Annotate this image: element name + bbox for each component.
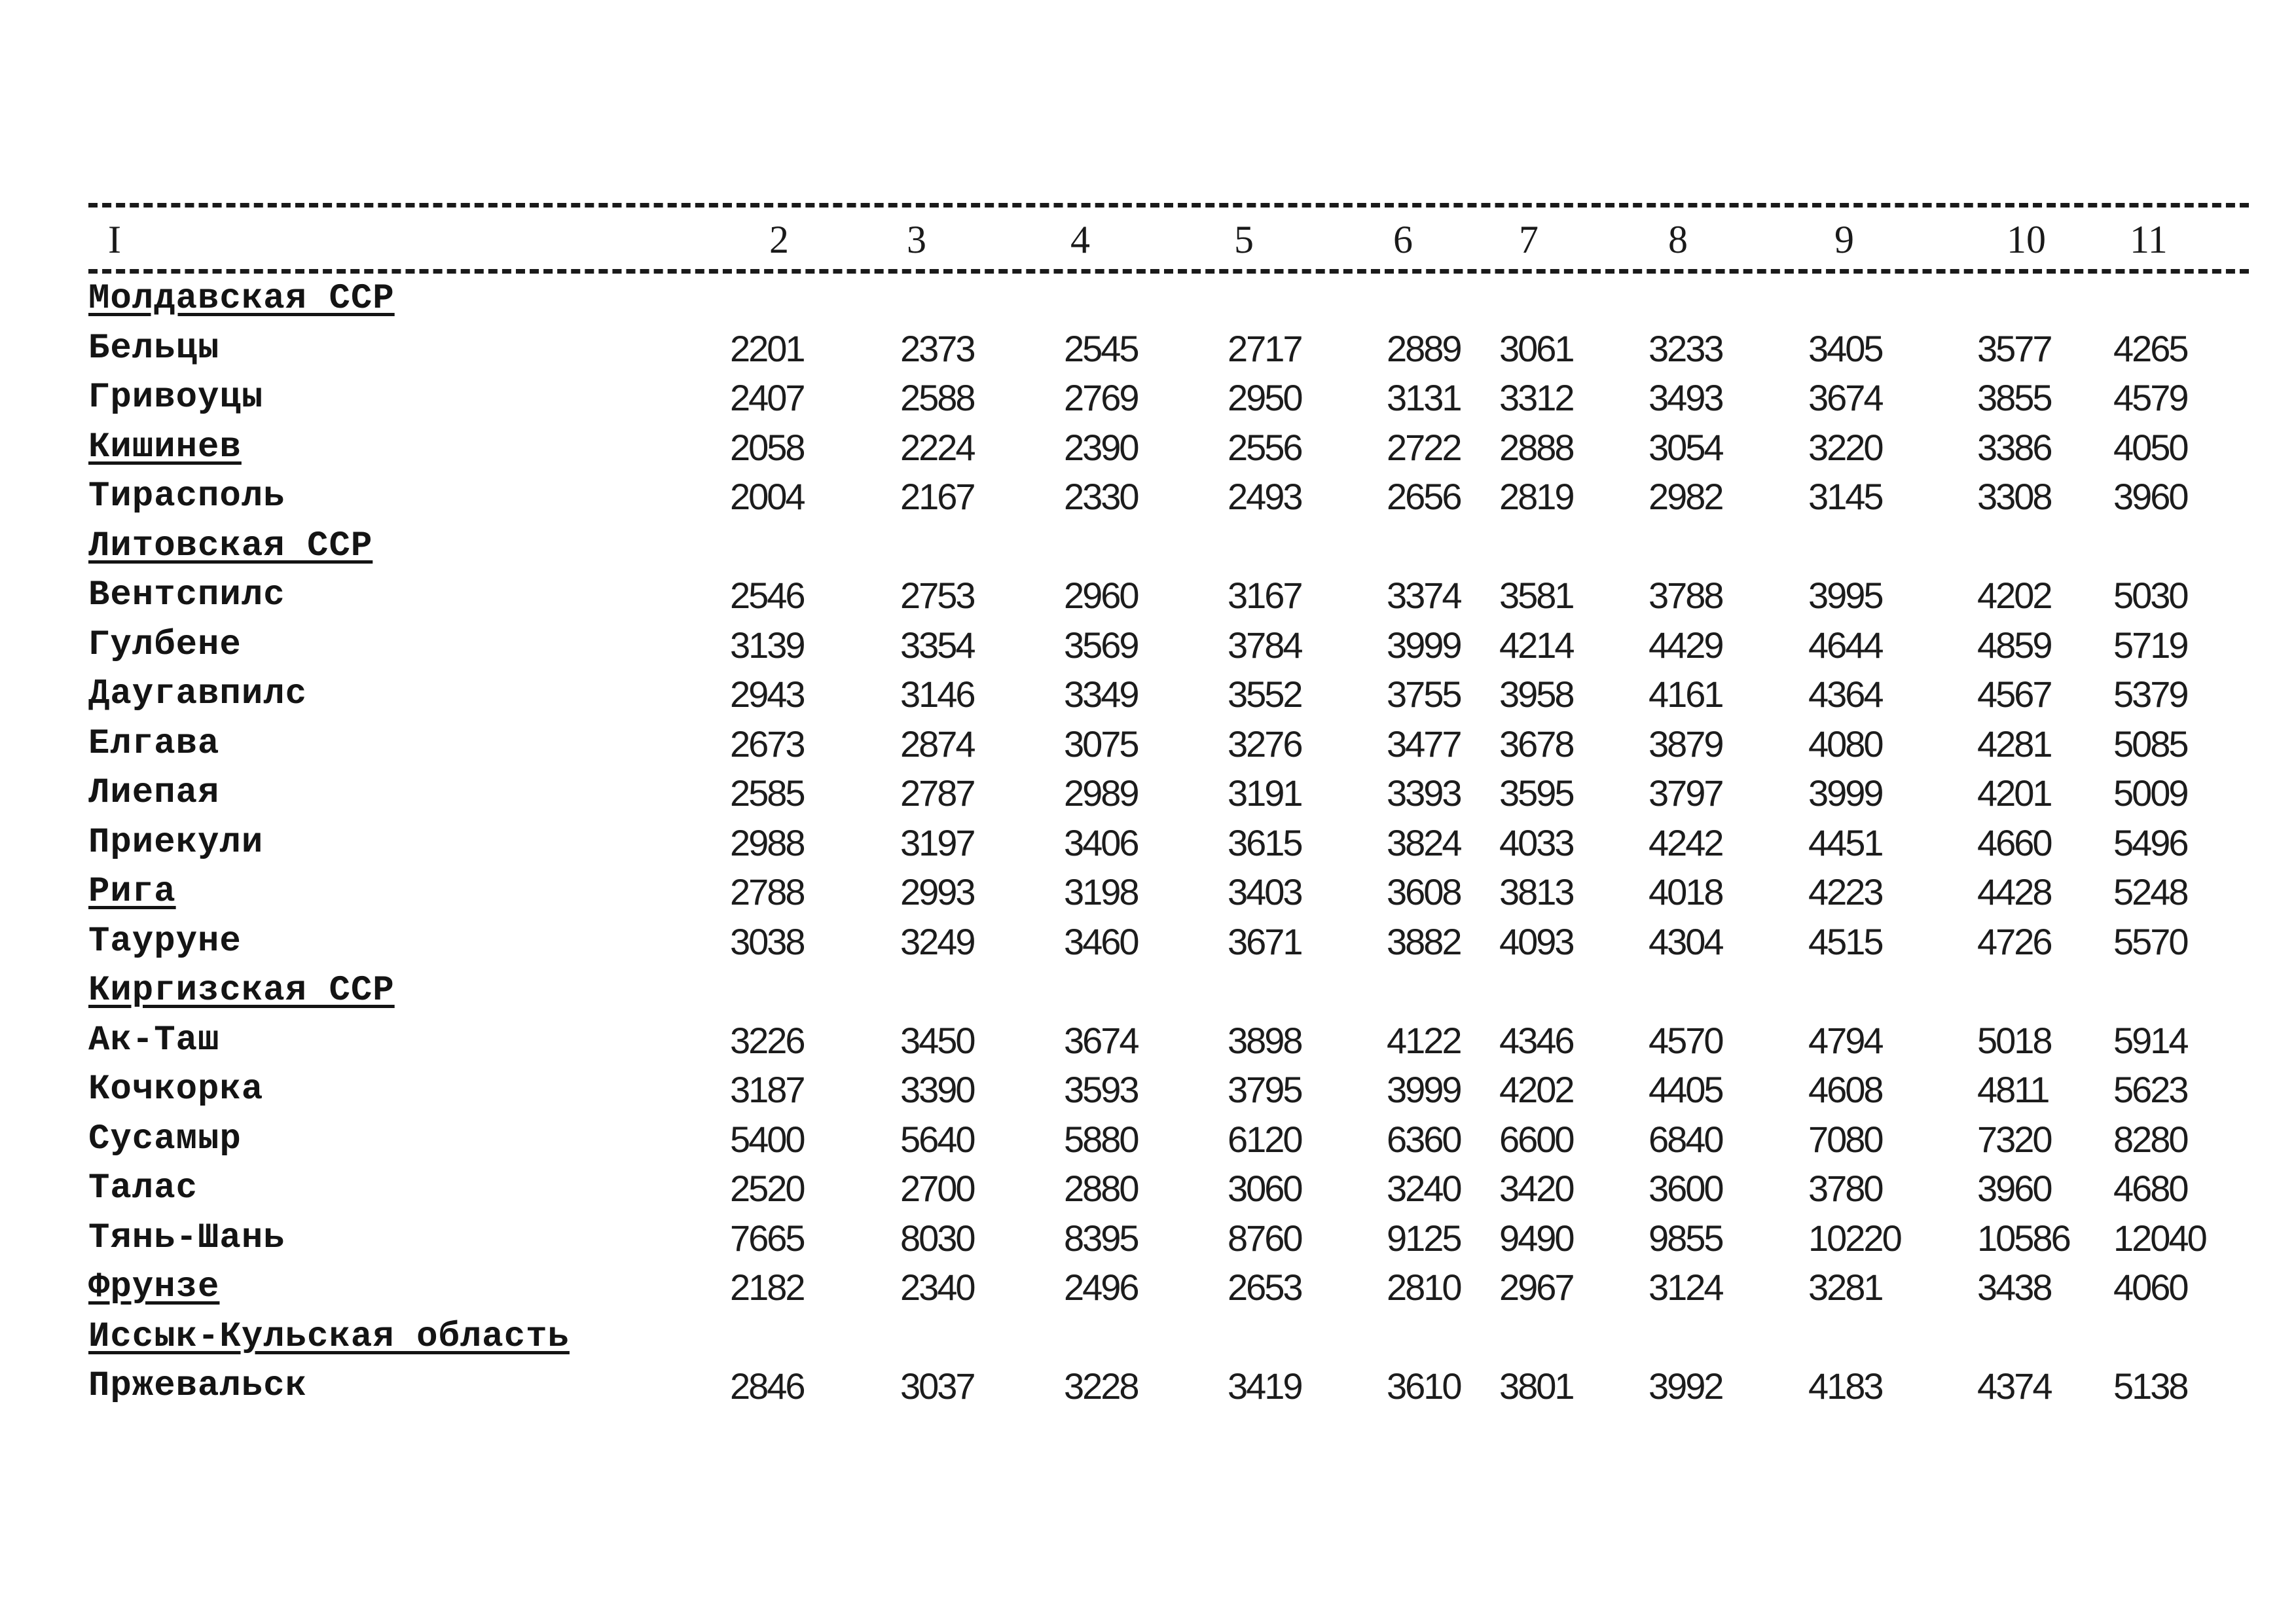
station-name: Вентспилс [88,575,285,616]
column-header-10: 10 [2007,217,2046,261]
table-row [88,818,2249,868]
value-cell: 3797 [1649,772,1722,814]
value-cell: 4265 [2113,327,2187,369]
value-cell: 3276 [1228,723,1302,765]
value-cell: 3233 [1649,327,1722,369]
value-cell: 3882 [1387,920,1461,962]
value-cell: 8030 [900,1217,974,1259]
value-cell: 2167 [900,476,974,518]
station-name: Гривоуцы [88,378,264,418]
station-name: Кишинев [88,427,242,467]
value-cell: 2058 [730,426,804,468]
station-name: Ак-Таш [88,1020,220,1060]
value-cell: 3145 [1808,476,1882,518]
value-cell: 3784 [1228,624,1302,666]
value-cell: 3460 [1064,920,1138,962]
value-cell: 2407 [730,377,804,419]
value-cell: 3477 [1387,723,1461,765]
value-cell: 2874 [900,723,974,765]
value-cell: 7080 [1808,1118,1882,1160]
value-cell: 5880 [1064,1118,1138,1160]
header-rule [88,269,2249,274]
station-name: Тянь-Шань [88,1218,285,1258]
value-cell: 3671 [1228,920,1302,962]
value-cell: 9855 [1649,1217,1722,1259]
value-cell: 8760 [1228,1217,1302,1259]
value-cell: 3581 [1499,575,1573,617]
value-cell: 3960 [1977,1168,2051,1210]
value-cell: 3569 [1064,624,1138,666]
value-cell: 5640 [900,1118,974,1160]
value-cell: 4570 [1649,1019,1722,1061]
table-row [88,423,2249,473]
value-cell: 3403 [1228,871,1302,913]
value-cell: 5570 [2113,920,2187,962]
value-cell: 3281 [1808,1267,1882,1308]
value-cell: 2717 [1228,327,1302,369]
value-cell: 2989 [1064,772,1138,814]
value-cell: 6120 [1228,1118,1302,1160]
value-cell: 3419 [1228,1365,1302,1407]
value-cell: 4515 [1808,920,1882,962]
value-cell: 3755 [1387,674,1461,715]
value-cell: 3312 [1499,377,1573,419]
value-cell: 3308 [1977,476,2051,518]
value-cell: 2673 [730,723,804,765]
value-cell: 2585 [730,772,804,814]
station-name: Тауруне [88,921,242,962]
value-cell: 3995 [1808,575,1882,617]
value-cell: 3197 [900,821,974,863]
value-cell: 12040 [2113,1217,2206,1259]
value-cell: 4374 [1977,1365,2051,1407]
value-cell: 4214 [1499,624,1573,666]
table-row [88,472,2249,522]
table-row [88,670,2249,719]
header-rule-cell [88,268,2249,274]
value-cell: 5030 [2113,575,2187,617]
value-cell: 3992 [1649,1365,1722,1407]
value-cell: 3493 [1649,377,1722,419]
value-cell: 3999 [1808,772,1882,814]
value-cell: 4364 [1808,674,1882,715]
table-row [88,373,2249,423]
value-cell: 4794 [1808,1019,1882,1061]
value-cell: 3674 [1064,1019,1138,1061]
value-cell: 4680 [2113,1168,2187,1210]
value-cell: 3060 [1228,1168,1302,1210]
value-cell: 3780 [1808,1168,1882,1210]
value-cell: 5719 [2113,624,2187,666]
value-cell: 4608 [1808,1069,1882,1111]
value-cell: 3061 [1499,327,1573,369]
value-cell: 4223 [1808,871,1882,913]
value-cell: 6360 [1387,1118,1461,1160]
value-cell: 4644 [1808,624,1882,666]
value-cell: 4202 [1977,575,2051,617]
value-cell: 2880 [1064,1168,1138,1210]
value-cell: 3226 [730,1019,804,1061]
value-cell: 5009 [2113,772,2187,814]
value-cell: 4161 [1649,674,1722,715]
value-cell: 2496 [1064,1267,1138,1308]
value-cell: 5496 [2113,821,2187,863]
group-title: Иссык-Кульская область [88,1316,570,1357]
value-cell: 3167 [1228,575,1302,617]
table-row [88,768,2249,818]
value-cell: 5248 [2113,871,2187,913]
value-cell: 2982 [1649,476,1722,518]
value-cell: 2556 [1228,426,1302,468]
column-header-5: 5 [1234,217,1254,261]
table-row [88,324,2249,374]
value-cell: 4579 [2113,377,2187,419]
value-cell: 2722 [1387,426,1461,468]
column-header-6: 6 [1393,217,1413,261]
station-name: Бельцы [88,328,220,369]
value-cell: 4281 [1977,723,2051,765]
table-row [88,1016,2249,1066]
value-cell: 3674 [1808,377,1882,419]
value-cell: 9490 [1499,1217,1573,1259]
value-cell: 4428 [1977,871,2051,913]
value-cell: 2787 [900,772,974,814]
station-name: Сусамыр [88,1119,242,1159]
value-cell: 3450 [900,1019,974,1061]
value-cell: 7320 [1977,1118,2051,1160]
value-cell: 2182 [730,1267,804,1308]
value-cell: 5400 [730,1118,804,1160]
value-cell: 3075 [1064,723,1138,765]
value-cell: 5018 [1977,1019,2051,1061]
table-row [88,1065,2249,1115]
value-cell: 3608 [1387,871,1461,913]
value-cell: 5138 [2113,1365,2187,1407]
table-row [88,621,2249,670]
value-cell: 4451 [1808,821,1882,863]
value-cell: 4050 [2113,426,2187,468]
value-cell: 3131 [1387,377,1461,419]
value-cell: 4202 [1499,1069,1573,1111]
value-cell: 4859 [1977,624,2051,666]
value-cell: 3386 [1977,426,2051,468]
value-cell: 4093 [1499,920,1573,962]
value-cell: 3438 [1977,1267,2051,1308]
value-cell: 3600 [1649,1168,1722,1210]
table-row [88,1164,2249,1214]
table-row [88,1214,2249,1263]
value-cell: 4567 [1977,674,2051,715]
value-cell: 4405 [1649,1069,1722,1111]
header-row [88,211,2249,268]
column-header-3: 3 [907,217,926,261]
value-cell: 3999 [1387,624,1461,666]
value-cell: 4080 [1808,723,1882,765]
value-cell: 3552 [1228,674,1302,715]
value-cell: 3228 [1064,1365,1138,1407]
station-name: Приекули [88,822,264,863]
value-cell: 3240 [1387,1168,1461,1210]
value-cell: 3958 [1499,674,1573,715]
value-cell: 4429 [1649,624,1722,666]
value-cell: 5914 [2113,1019,2187,1061]
value-cell: 5623 [2113,1069,2187,1111]
value-cell: 8395 [1064,1217,1138,1259]
value-cell: 3393 [1387,772,1461,814]
group-header-row [88,1312,2249,1362]
value-cell: 10586 [1977,1217,2069,1259]
column-header-9: 9 [1834,217,1854,261]
value-cell: 3220 [1808,426,1882,468]
value-cell: 5085 [2113,723,2187,765]
value-cell: 4018 [1649,871,1722,913]
value-cell: 5379 [2113,674,2187,715]
value-cell: 3139 [730,624,804,666]
value-cell: 2888 [1499,426,1573,468]
document-sheet [88,203,2249,1411]
value-cell: 4201 [1977,772,2051,814]
value-cell: 4726 [1977,920,2051,962]
value-cell: 3405 [1808,327,1882,369]
value-cell: 3146 [900,674,974,715]
column-header-11: 11 [2130,217,2168,261]
value-cell: 2520 [730,1168,804,1210]
value-cell: 2656 [1387,476,1461,518]
value-cell: 2004 [730,476,804,518]
value-cell: 3124 [1649,1267,1722,1308]
value-cell: 2846 [730,1365,804,1407]
data-table [88,211,2249,1411]
table-row [88,1115,2249,1164]
station-name: Лиепая [88,773,220,814]
top-rule [88,203,2249,208]
value-cell: 2769 [1064,377,1138,419]
station-name: Елгава [88,723,220,764]
value-cell: 4242 [1649,821,1722,863]
value-cell: 3038 [730,920,804,962]
column-header-2: 2 [769,217,789,261]
value-cell: 2493 [1228,476,1302,518]
value-cell: 6600 [1499,1118,1573,1160]
value-cell: 3788 [1649,575,1722,617]
value-cell: 3349 [1064,674,1138,715]
value-cell: 4811 [1977,1069,2049,1111]
value-cell: 3420 [1499,1168,1573,1210]
value-cell: 3795 [1228,1069,1302,1111]
value-cell: 2988 [730,821,804,863]
value-cell: 4346 [1499,1019,1573,1061]
value-cell: 2340 [900,1267,974,1308]
station-name: Гулбене [88,624,242,665]
group-title: Литовская ССР [88,526,373,566]
value-cell: 2546 [730,575,804,617]
value-cell: 3198 [1064,871,1138,913]
table-row [88,867,2249,917]
value-cell: 4660 [1977,821,2051,863]
value-cell: 2390 [1064,426,1138,468]
value-cell: 4122 [1387,1019,1461,1061]
group-header-row [88,966,2249,1016]
value-cell: 9125 [1387,1217,1461,1259]
group-title: Киргизская ССР [88,971,395,1011]
value-cell: 3615 [1228,821,1302,863]
station-name: Фрунзе [88,1267,220,1308]
value-cell: 3610 [1387,1365,1461,1407]
table-row [88,917,2249,967]
value-cell: 3678 [1499,723,1573,765]
value-cell: 2545 [1064,327,1138,369]
value-cell: 3855 [1977,377,2051,419]
value-cell: 3593 [1064,1069,1138,1111]
column-header-8: 8 [1668,217,1688,261]
value-cell: 3813 [1499,871,1573,913]
station-name: Кочкорка [88,1070,264,1110]
value-cell: 2950 [1228,377,1302,419]
value-cell: 10220 [1808,1217,1901,1259]
group-header-row [88,522,2249,571]
value-cell: 2788 [730,871,804,913]
value-cell: 2993 [900,871,974,913]
station-name: Талас [88,1168,198,1209]
value-cell: 2653 [1228,1267,1302,1308]
group-title: Молдавская ССР [88,279,395,319]
value-cell: 3374 [1387,575,1461,617]
station-name: Тирасполь [88,477,285,517]
value-cell: 3191 [1228,772,1302,814]
value-cell: 3249 [900,920,974,962]
value-cell: 4304 [1649,920,1722,962]
value-cell: 3577 [1977,327,2051,369]
value-cell: 2967 [1499,1267,1573,1308]
value-cell: 2201 [730,327,804,369]
value-cell: 3187 [730,1069,804,1111]
value-cell: 2810 [1387,1267,1461,1308]
value-cell: 3824 [1387,821,1461,863]
value-cell: 2819 [1499,476,1573,518]
table-row [88,1263,2249,1312]
value-cell: 2960 [1064,575,1138,617]
value-cell: 2753 [900,575,974,617]
value-cell: 3999 [1387,1069,1461,1111]
value-cell: 3801 [1499,1365,1573,1407]
value-cell: 3898 [1228,1019,1302,1061]
table-body [88,274,2249,1411]
value-cell: 6840 [1649,1118,1722,1160]
header-rule-row [88,268,2249,274]
station-name: Рига [88,872,176,912]
value-cell: 3054 [1649,426,1722,468]
value-cell: 4060 [2113,1267,2187,1308]
value-cell: 2889 [1387,327,1461,369]
group-header-row [88,274,2249,324]
table-row [88,719,2249,769]
station-name: Даугавпилс [88,674,308,715]
station-name: Пржевальск [88,1366,308,1407]
table-row [88,1362,2249,1411]
value-cell: 3879 [1649,723,1722,765]
value-cell: 3037 [900,1365,974,1407]
value-cell: 2700 [900,1168,974,1210]
value-cell: 2588 [900,377,974,419]
value-cell: 2373 [900,327,974,369]
value-cell: 3960 [2113,476,2187,518]
value-cell: 4183 [1808,1365,1882,1407]
value-cell: 4033 [1499,821,1573,863]
value-cell: 3354 [900,624,974,666]
table-row [88,571,2249,621]
value-cell: 3406 [1064,821,1138,863]
value-cell: 2330 [1064,476,1138,518]
value-cell: 3390 [900,1069,974,1111]
value-cell: 7665 [730,1217,804,1259]
value-cell: 3595 [1499,772,1573,814]
value-cell: 8280 [2113,1118,2187,1160]
value-cell: 2224 [900,426,974,468]
column-header-4: 4 [1070,217,1090,261]
column-header-1: I [108,217,121,261]
column-header-7: 7 [1519,217,1539,261]
value-cell: 2943 [730,674,804,715]
